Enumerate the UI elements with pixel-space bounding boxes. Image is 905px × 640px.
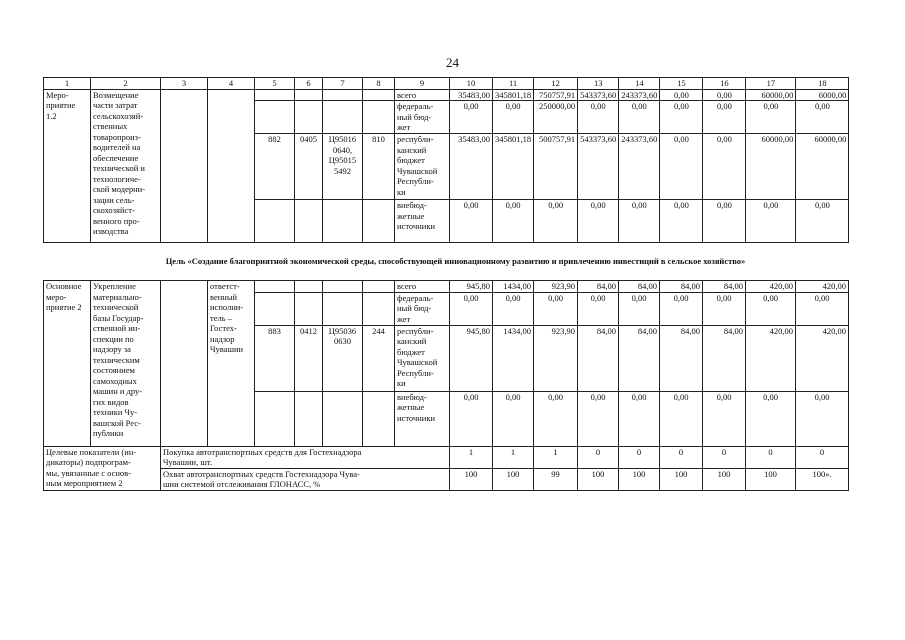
value-cell: 0,00 [746, 391, 796, 446]
funding-source: внебюд- жетные источники [395, 391, 450, 446]
funding-source: всего [395, 89, 450, 101]
indicator-value: 100 [450, 468, 493, 490]
vr-cell: 244 [363, 325, 395, 391]
measure-name: Меро- приятие 1.2 [44, 89, 91, 243]
value-cell: 0,00 [619, 292, 660, 325]
csr-cell [323, 281, 363, 293]
header-col: 1 [44, 78, 91, 90]
value-cell: 6000,00 [796, 89, 849, 101]
value-cell: 0,00 [619, 200, 660, 243]
value-cell: 0,00 [703, 101, 746, 134]
header-col: 17 [746, 78, 796, 90]
header-col: 18 [796, 78, 849, 90]
vr-cell [363, 292, 395, 325]
value-cell: 0,00 [450, 101, 493, 134]
value-cell: 0,00 [660, 134, 703, 200]
funding-source: федераль- ный бюд- жет [395, 292, 450, 325]
value-cell: 345801,18 [493, 89, 534, 101]
value-cell: 420,00 [746, 281, 796, 293]
grbs-cell: 883 [255, 325, 295, 391]
value-cell: 750757,91 [534, 89, 578, 101]
rzpr-cell [295, 292, 323, 325]
value-cell: 84,00 [703, 325, 746, 391]
value-cell: 84,00 [660, 281, 703, 293]
funding-source: республи- канский бюджет Чувашской Республи- ки [395, 134, 450, 200]
value-cell: 0,00 [660, 200, 703, 243]
value-cell: 0,00 [450, 292, 493, 325]
value-cell: 243373,60 [619, 134, 660, 200]
indicator-value: 1 [450, 446, 493, 468]
rzpr-cell [295, 89, 323, 101]
value-cell: 84,00 [619, 281, 660, 293]
vr-cell [363, 281, 395, 293]
goal-title: Цель «Создание благоприятной экономической среды, способствующей инновационному развитию и привлечению инвестиций в сельское хозяйство» [165, 256, 746, 266]
header-col: 12 [534, 78, 578, 90]
value-cell: 923,90 [534, 281, 578, 293]
grbs-cell [255, 89, 295, 101]
value-cell: 60000,00 [796, 134, 849, 200]
header-col: 14 [619, 78, 660, 90]
value-cell: 84,00 [578, 325, 619, 391]
value-cell: 0,00 [578, 101, 619, 134]
value-cell: 0,00 [619, 391, 660, 446]
value-cell: 0,00 [703, 292, 746, 325]
indicator-row [44, 446, 849, 468]
value-cell: 0,00 [660, 101, 703, 134]
grbs-cell [255, 391, 295, 446]
indicator-value: 0 [796, 446, 849, 468]
indicator-value: 100 [578, 468, 619, 490]
header-col: 13 [578, 78, 619, 90]
vr-cell [363, 200, 395, 243]
measure-co-executor [161, 281, 208, 447]
rzpr-cell: 0412 [295, 325, 323, 391]
measure-description: Возмещение части затрат сельскохозяй- ственных товаропроиз- водителей на обеспечение технической и технологиче- ской модерни- зации сель- скохозяйст- венного про- изводства [91, 89, 161, 243]
value-cell: 0,00 [746, 200, 796, 243]
value-cell: 0,00 [796, 200, 849, 243]
value-cell: 0,00 [578, 391, 619, 446]
value-cell: 60000,00 [746, 89, 796, 101]
csr-cell [323, 200, 363, 243]
budget-table-measure-2 [43, 280, 849, 491]
indicator-row [44, 468, 849, 490]
value-cell: 0,00 [534, 292, 578, 325]
value-cell: 0,00 [703, 89, 746, 101]
value-cell: 0,00 [534, 391, 578, 446]
indicator-value: 0 [703, 446, 746, 468]
header-col: 5 [255, 78, 295, 90]
value-cell: 420,00 [796, 281, 849, 293]
value-cell: 0,00 [450, 200, 493, 243]
indicator-value: 99 [534, 468, 578, 490]
indicator-value: 100 [746, 468, 796, 490]
value-cell: 0,00 [578, 200, 619, 243]
indicator-value: 100 [619, 468, 660, 490]
vr-cell [363, 101, 395, 134]
grbs-cell [255, 200, 295, 243]
value-cell: 923,90 [534, 325, 578, 391]
value-cell: 345801,18 [493, 134, 534, 200]
csr-cell [323, 101, 363, 134]
grbs-cell [255, 281, 295, 293]
value-cell: 0,00 [703, 134, 746, 200]
header-col: 15 [660, 78, 703, 90]
value-cell: 945,80 [450, 325, 493, 391]
value-cell: 35483,00 [450, 89, 493, 101]
indicator-value: 1 [534, 446, 578, 468]
value-cell: 0,00 [660, 391, 703, 446]
rzpr-cell [295, 200, 323, 243]
measure-description: Укрепление материально- технической базы Государ- ственной ин- спекции по надзору за техническим состоянием самоходных машин и дру- гих видов техники Чу- вашской Рес- публики [91, 281, 161, 447]
indicator-value: 100 [660, 468, 703, 490]
rzpr-cell [295, 281, 323, 293]
csr-cell: Ц95016 0640, Ц95015 5492 [323, 134, 363, 200]
vr-cell [363, 89, 395, 101]
value-cell: 0,00 [493, 200, 534, 243]
csr-cell [323, 292, 363, 325]
value-cell: 84,00 [703, 281, 746, 293]
value-cell: 0,00 [796, 391, 849, 446]
value-cell: 0,00 [796, 292, 849, 325]
indicator-name: Покупка автотранспортных средств для Гостехнадзора Чувашии, шт. [161, 446, 450, 468]
header-col: 2 [91, 78, 161, 90]
indicator-value: 1 [493, 446, 534, 468]
value-cell: 243373,60 [619, 89, 660, 101]
value-cell: 543373,60 [578, 89, 619, 101]
vr-cell [363, 391, 395, 446]
measure-name: Основное меро- приятие 2 [44, 281, 91, 447]
value-cell: 0,00 [746, 101, 796, 134]
value-cell: 0,00 [660, 292, 703, 325]
header-col: 9 [395, 78, 450, 90]
rzpr-cell: 0405 [295, 134, 323, 200]
value-cell: 0,00 [578, 292, 619, 325]
grbs-cell: 882 [255, 134, 295, 200]
value-cell: 420,00 [746, 325, 796, 391]
indicator-value: 0 [660, 446, 703, 468]
value-cell: 1434,00 [493, 281, 534, 293]
value-cell: 0,00 [493, 292, 534, 325]
value-cell: 0,00 [660, 89, 703, 101]
value-cell: 0,00 [703, 391, 746, 446]
csr-cell [323, 89, 363, 101]
header-col: 3 [161, 78, 208, 90]
header-col: 16 [703, 78, 746, 90]
funding-source: внебюд- жетные источники [395, 200, 450, 243]
value-cell: 0,00 [703, 200, 746, 243]
value-cell: 250000,00 [534, 101, 578, 134]
value-cell: 84,00 [660, 325, 703, 391]
value-cell: 1434,00 [493, 325, 534, 391]
grbs-cell [255, 292, 295, 325]
value-cell: 60000,00 [746, 134, 796, 200]
grbs-cell [255, 101, 295, 134]
value-cell: 0,00 [493, 101, 534, 134]
value-cell: 0,00 [450, 391, 493, 446]
budget-table-measure-1 [43, 77, 849, 243]
indicator-value: 0 [619, 446, 660, 468]
value-cell: 0,00 [746, 292, 796, 325]
indicator-value: 0 [578, 446, 619, 468]
header-col: 11 [493, 78, 534, 90]
measure-executor [208, 89, 255, 243]
indicator-value: 100 [703, 468, 746, 490]
value-cell: 420,00 [796, 325, 849, 391]
header-col: 6 [295, 78, 323, 90]
indicators-label: Целевые показатели (ин- дикаторы) подпрограм- мы, увязанные с основ- ным мероприятием 2 [44, 446, 161, 490]
csr-cell [323, 391, 363, 446]
rzpr-cell [295, 101, 323, 134]
funding-source: федераль- ный бюд- жет [395, 101, 450, 134]
value-cell: 945,80 [450, 281, 493, 293]
value-cell: 0,00 [534, 200, 578, 243]
indicator-value: 100 [493, 468, 534, 490]
table-row [44, 281, 849, 293]
value-cell: 84,00 [578, 281, 619, 293]
value-cell: 543373,60 [578, 134, 619, 200]
vr-cell: 810 [363, 134, 395, 200]
value-cell: 0,00 [796, 101, 849, 134]
page-number: 24 [446, 55, 459, 70]
header-col: 8 [363, 78, 395, 90]
value-cell: 84,00 [619, 325, 660, 391]
indicator-value: 100». [796, 468, 849, 490]
csr-cell: Ц95036 0630 [323, 325, 363, 391]
value-cell: 0,00 [493, 391, 534, 446]
indicator-name: Охват автотранспортных средств Гостехнадзора Чува- шии системой отслеживания ГЛОНАСС, % [161, 468, 450, 490]
header-col: 4 [208, 78, 255, 90]
measure-executor: ответст- венный исполни- тель – Гостех- надзор Чувашии [208, 281, 255, 447]
table-row [44, 89, 849, 101]
column-number-header [44, 78, 849, 90]
funding-source: республи- канский бюджет Чувашской Республи- ки [395, 325, 450, 391]
value-cell: 0,00 [619, 101, 660, 134]
measure-co-executor [161, 89, 208, 243]
rzpr-cell [295, 391, 323, 446]
indicator-value: 0 [746, 446, 796, 468]
header-col: 7 [323, 78, 363, 90]
value-cell: 500757,91 [534, 134, 578, 200]
value-cell: 35483,00 [450, 134, 493, 200]
funding-source: всего [395, 281, 450, 293]
header-col: 10 [450, 78, 493, 90]
